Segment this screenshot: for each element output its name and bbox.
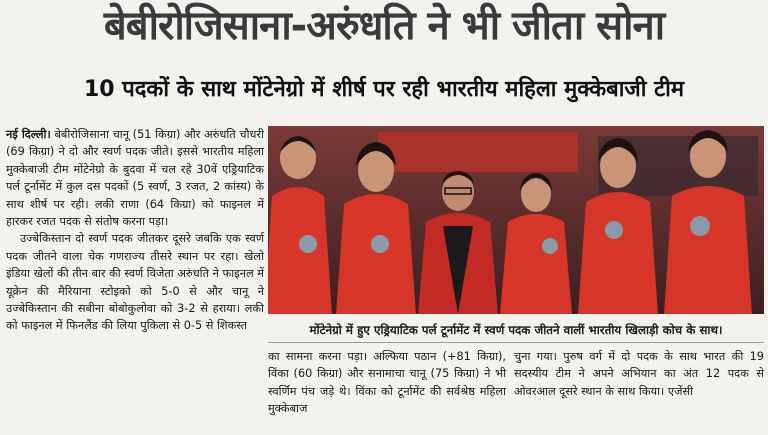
headline: बेबीरोजिसाना-अरुंधति ने भी जीता सोना — [103, 3, 665, 49]
article-column-2 — [268, 348, 506, 418]
team-photo-illustration — [268, 126, 764, 314]
article-paragraph-3: का सामना करना पड़ा। अल्फिया पठान (+81 किग्रा), विंका (60 किग्रा) और सनामाचा चानू (75 किग्रा) ने भी स्वर्णिम पंच जड़े थे। विंका को टूर्नामेंट की सर्वश्रेष्ठ महिला मुक्केबाज — [268, 350, 506, 416]
photo-caption: मोंटेनेग्रो में हुए एड्रियाटिक पर्ल टूर्नामेंट में स्वर्ण पदक जीतने वालीं भारतीय खिलाड़ी कोच के साथ। — [268, 318, 764, 343]
subheadline: 10 पदकों के साथ मोंटेनेग्रो में शीर्ष पर रही भारतीय महिला मुक्केबाजी टीम — [83, 77, 685, 102]
dateline: नई दिल्ली। — [6, 128, 51, 141]
article-paragraph-1: बेबीरोजिसाना चानू (51 किग्रा) और अरुंधति चौधरी (69 किग्रा) ने दो और स्वर्ण पदक जीते। इससे भारतीय महिला मुक्केबाजी टीम मोंटेनेग्रो के बुदवा में चल रहे 30वें एड्रियाटिक पर्ल टूर्नामेंट में कुल दस पदकों (5 स्वर्ण, 3 रजत, 2 कांस्य) के साथ शीर्ष पर रही। लकी राणा (64 किग्रा) को फाइनल में हारकर रजत पदक से संतोष करना पड़ा। — [6, 128, 265, 229]
article-paragraph-2: उज्बेकिस्तान दो स्वर्ण पदक जीतकर दूसरे जबकि एक स्वर्ण पदक जीतने वाला चेक गणराज्य तीसरे स्थान पर रहा। खेलो इंडिया खेलों की तीन बार की स्वर्ण विजेता अरुंधति ने फाइनल में यूक्रेन की मैरियाना स्टोइको को 5-0 से और चानू ने उज्बेकिस्तान की सबीना बोबोकुलोवा को 3-2 से हराया। लकी को फाइनल में फिनलैंड की लिया पुकिला से 0-5 से शिकस्त — [6, 232, 264, 333]
team-photo — [268, 126, 764, 314]
article-paragraph-4: चुना गया। पुरुष वर्ग में दो पदक के साथ भारत की 19 सदस्यीय टीम ने अपने अभियान का अंत 12 पदक से ओवरआल दूसरे स्थान के साथ किया। एजेंसी — [514, 350, 764, 398]
article-column-1 — [6, 126, 264, 335]
article-column-3 — [514, 348, 764, 400]
